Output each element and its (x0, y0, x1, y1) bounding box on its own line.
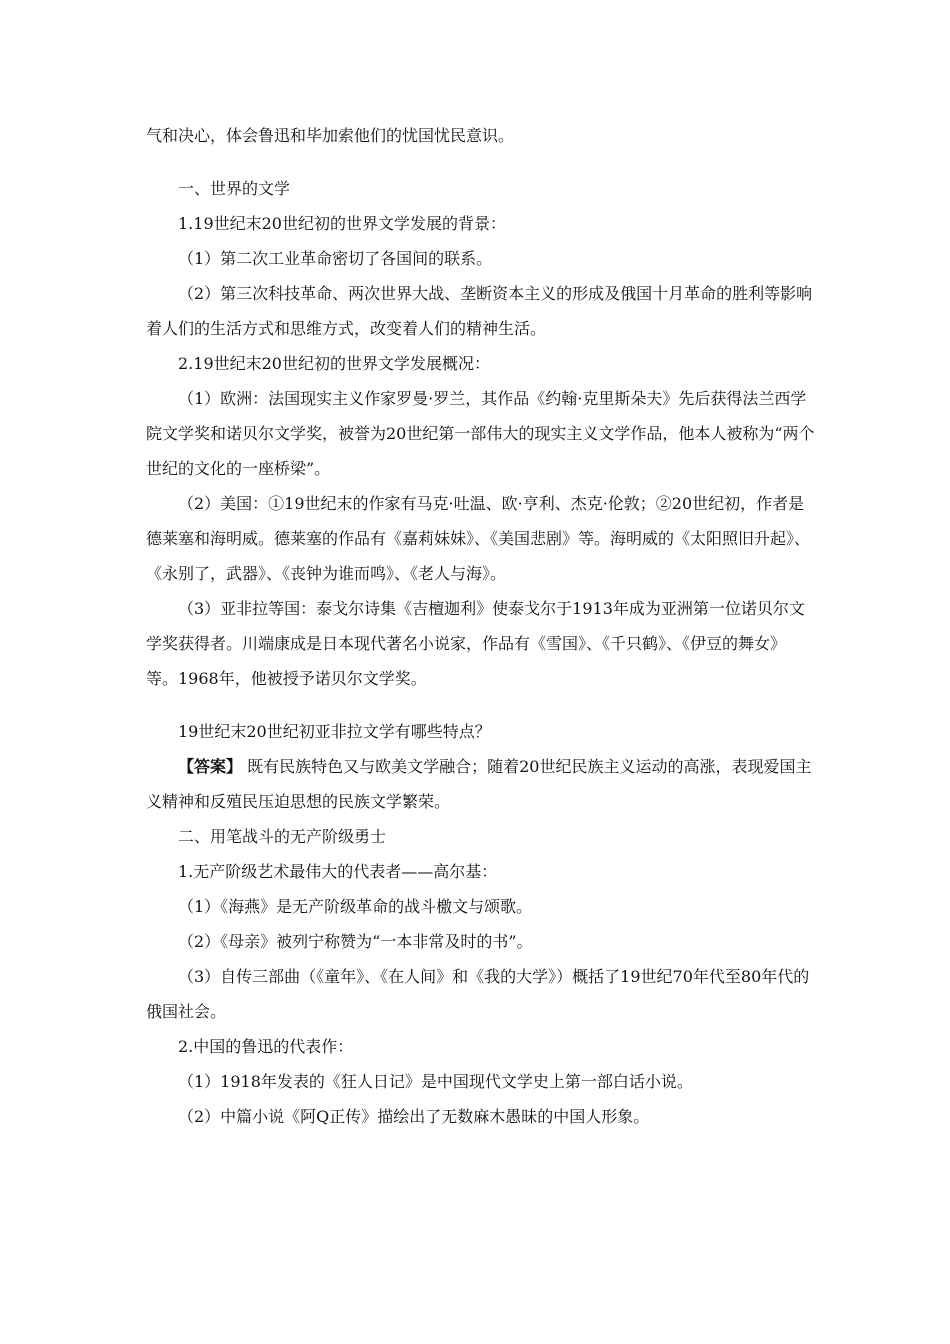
list-heading: 2.19世纪末20世纪初的世界文学发展概况： (178, 354, 490, 373)
list-heading: 1.无产阶级艺术最伟大的代表者——高尔基： (178, 862, 498, 881)
list-heading: 1.19世纪末20世纪初的世界文学发展的背景： (178, 214, 506, 233)
list-item: （2）第三次科技革命、两次世界大战、垄断资本主义的形成及俄国十月革命的胜利等影响着人们的生活方式和思维方式，改变着人们的精神生活。 (146, 284, 813, 338)
list-item: （2）中篇小说《阿Q正传》描绘出了无数麻木愚昧的中国人形象。 (178, 1107, 650, 1126)
list-item: （3）亚非拉等国：泰戈尔诗集《吉檀迦利》使泰戈尔于1913年成为亚洲第一位诺贝尔文学奖获得者。川端康成是日本现代著名小说家，作品有《雪国》、《千只鹤》、《伊豆的舞女》等。1968年，他被授予诺贝尔文学奖。 (146, 599, 805, 688)
list-item: （1）第二次工业革命密切了各国间的联系。 (178, 249, 493, 268)
question-text: 19世纪末20世纪初亚非拉文学有哪些特点？ (178, 722, 491, 741)
list-item: （1）欧洲：法国现实主义作家罗曼·罗兰，其作品《约翰·克里斯朵夫》先后获得法兰西学院文学奖和诺贝尔文学奖，被誉为20世纪第一部伟大的现实主义文学作品，他本人被称为“两个世纪的文化的一座桥梁”。 (146, 389, 815, 478)
text-line: 气和决心，体会鲁迅和毕加索他们的忧国忧民意识。 (146, 126, 515, 145)
list-heading: 2.中国的鲁迅的代表作： (178, 1037, 354, 1056)
list-item: （1）《海燕》是无产阶级革命的战斗檄文与颂歌。 (178, 897, 533, 916)
section-heading: 一、世界的文学 (178, 179, 291, 198)
list-item: （1）1918年发表的《狂人日记》是中国现代文学史上第一部白话小说。 (178, 1072, 693, 1091)
answer-text: 既有民族特色又与欧美文学融合；随着20世纪民族主义运动的高涨，表现爱国主义精神和反殖民压迫思想的民族文学繁荣。 (146, 757, 812, 811)
list-item: （2）美国：①19世纪末的作家有马克·吐温、欧·亨利、杰克·伦敦；②20世纪初，作者是德莱塞和海明威。德莱塞的作品有《嘉莉妹妹》、《美国悲剧》等。海明威的《太阳照旧升起》、《永别了，武器》、《丧钟为谁而鸣》、《老人与海》。 (146, 494, 811, 583)
list-item: （2）《母亲》被列宁称赞为“一本非常及时的书”。 (178, 932, 533, 951)
section-heading: 二、用笔战斗的无产阶级勇士 (178, 827, 387, 846)
answer-label: 【答案】 (178, 757, 243, 776)
document-body (146, 118, 816, 1134)
list-item: （3）自传三部曲（《童年》、《在人间》和《我的大学》）概括了19世纪70年代至80年代的俄国社会。 (146, 967, 810, 1021)
answer-paragraph (146, 749, 816, 819)
